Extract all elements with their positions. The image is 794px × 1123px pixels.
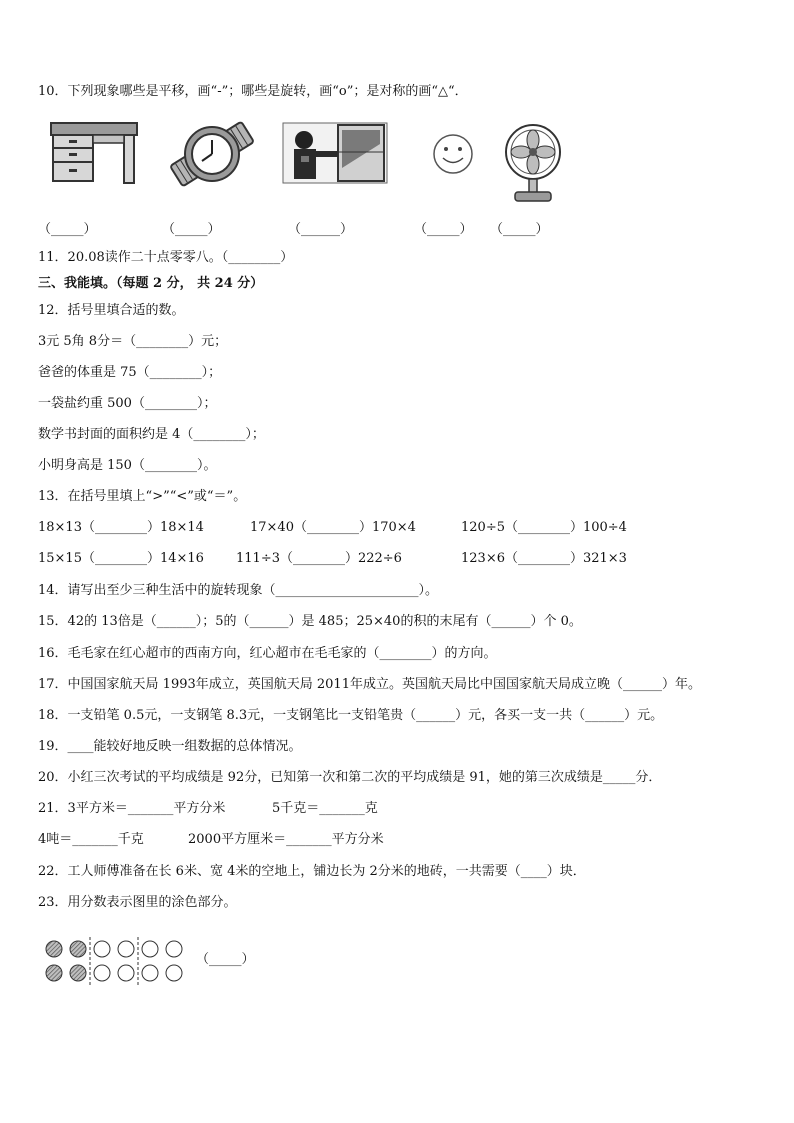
empty-circle: [142, 941, 158, 957]
empty-circle: [166, 965, 182, 981]
shaded-circle: [46, 965, 62, 981]
q13-text: 13．在括号里填上“>”“<”或“＝”。: [38, 489, 247, 504]
q10-blank-window[interactable]: （______）: [288, 222, 354, 237]
q16-text: 16．毛毛家在红心超市的西南方向，红心超市在毛毛家的（________）的方向。: [38, 646, 497, 661]
q11-text: 11．20.08读作二十点零零八。（________）: [38, 250, 294, 265]
q12-item-c: 一袋盐约重 500（________）；: [38, 396, 217, 411]
q12-item-e: 小明身高是 150（________）。: [38, 458, 217, 473]
q12-item-d: 数学书封面的面积约是 4（________）；: [38, 427, 265, 442]
shaded-circle: [70, 941, 86, 957]
circle-row-bottom: [46, 965, 182, 981]
q21-row2-col1: 4吨＝_______千克: [38, 832, 144, 847]
q21-row1-col1: 21．3平方米＝_______平方分米: [38, 801, 226, 816]
q13-row1-col3: 120÷5（________）100÷4: [461, 520, 627, 535]
q12-item-b: 爸爸的体重是 75（________）；: [38, 365, 222, 380]
q17-text: 17．中国国家航天局 1993年成立，英国航天局 2011年成立。英国航天局比中国国家航天局成立晚（______）年。: [38, 677, 701, 692]
shaded-circle: [46, 941, 62, 957]
smiley-face-image: [432, 133, 474, 175]
q14-text: 14．请写出至少三种生活中的旋转现象（______________________）。: [38, 583, 439, 598]
electric-fan-image: [502, 122, 564, 204]
empty-circle: [118, 941, 134, 957]
q18-text: 18．一支铅笔 0.5元，一支钢笔 8.3元，一支钢笔比一支铅笔贵（______）元，各买一支一共（______）元。: [38, 708, 664, 723]
empty-circle: [142, 965, 158, 981]
window-person-image: [282, 122, 388, 184]
q12-item-a: 3元 5角 8分＝（________）元；: [38, 334, 228, 349]
shaded-circles-figure: [40, 936, 190, 986]
q10-blank-desk[interactable]: （_____）: [38, 222, 97, 237]
q22-text: 22．工人师傅准备在长 6米、宽 4米的空地上，铺边长为 2分米的地砖，一共需要（____）块．: [38, 864, 586, 879]
circle-row-top: [46, 941, 182, 957]
q19-text: 19．____能较好地反映一组数据的总体情况。: [38, 739, 302, 754]
q15-text: 15．42的 13倍是（______）；5的（______）是 485；25×40的积的末尾有（______）个 0。: [38, 614, 582, 629]
empty-circle: [94, 941, 110, 957]
shaded-circle: [70, 965, 86, 981]
q12-text: 12．括号里填合适的数。: [38, 303, 185, 318]
q21-row2-col2: 2000平方厘米＝_______平方分米: [188, 832, 384, 847]
q23-blank[interactable]: （_____）: [196, 952, 255, 967]
q10-blank-watch[interactable]: （_____）: [162, 222, 221, 237]
empty-circle: [166, 941, 182, 957]
q13-row2-col1: 15×15（________）14×16: [38, 551, 204, 566]
q21-row1-col2: 5千克＝_______克: [272, 801, 378, 816]
q10-text: 10．下列现象哪些是平移，画“-”；哪些是旋转，画“o”；是对称的画“△“．: [38, 84, 468, 99]
q10-blank-smiley[interactable]: （_____）: [414, 222, 473, 237]
q10-blank-fan[interactable]: （_____）: [490, 222, 549, 237]
section-3-heading: 三、我能填。（每题 2 分， 共 24 分）: [38, 276, 264, 291]
q13-row2-col3: 123×6（________）321×3: [461, 551, 627, 566]
watch-image: [164, 114, 260, 194]
q13-row2-col2: 111÷3（________）222÷6: [236, 551, 402, 566]
q23-text: 23．用分数表示图里的涂色部分。: [38, 895, 237, 910]
empty-circle: [118, 965, 134, 981]
q13-row1-col2: 17×40（________）170×4: [250, 520, 416, 535]
q20-text: 20．小红三次考试的平均成绩是 92分，已知第一次和第二次的平均成绩是 91，她的第三次成绩是_____分．: [38, 770, 662, 785]
q13-row1-col1: 18×13（________）18×14: [38, 520, 204, 535]
desk-image: [48, 120, 140, 186]
empty-circle: [94, 965, 110, 981]
